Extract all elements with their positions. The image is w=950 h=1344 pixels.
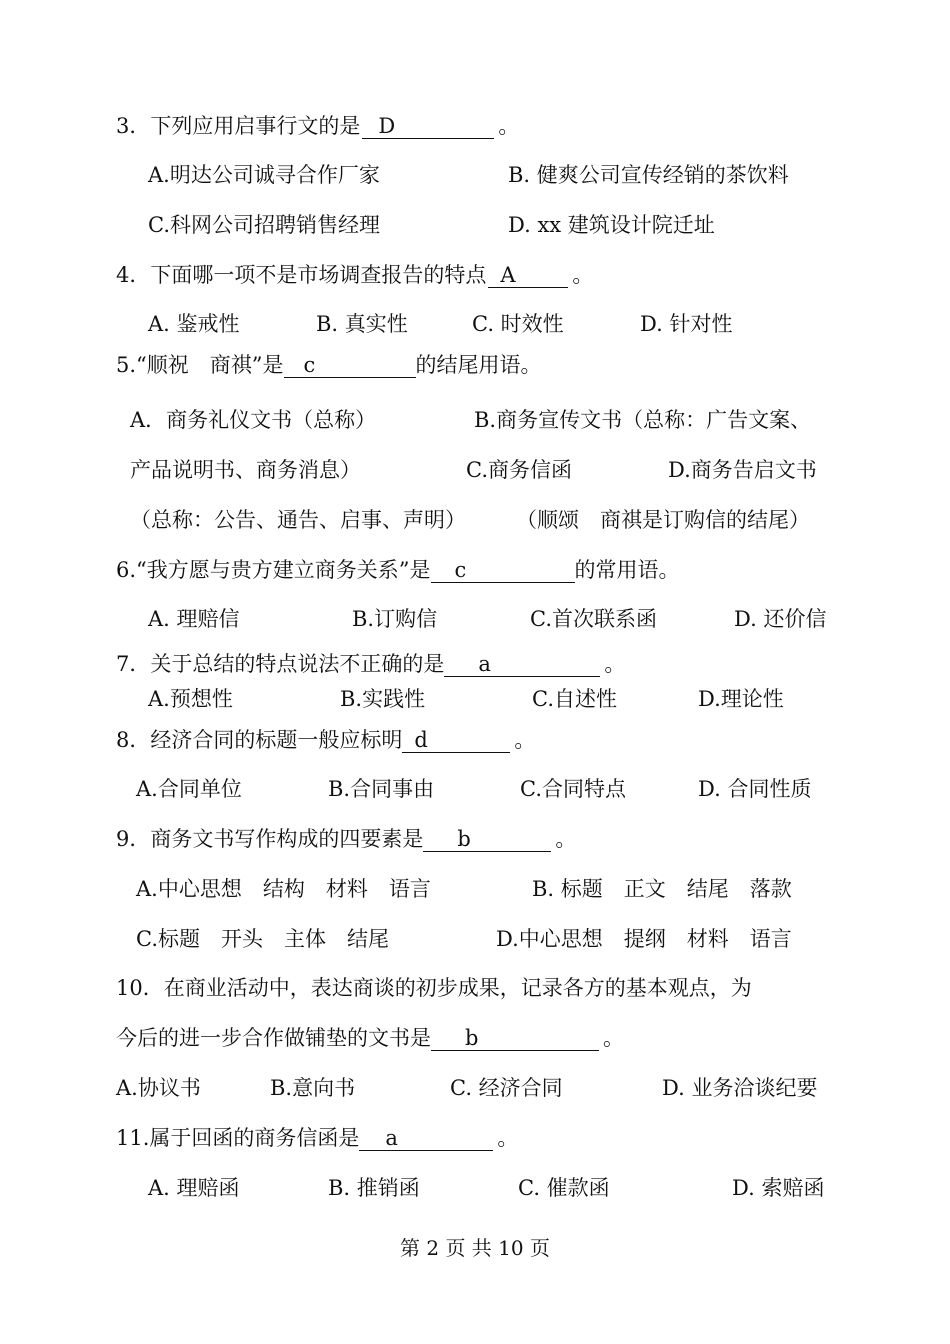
question-stem-text: 5.“顺祝 商祺”是 [116, 353, 284, 377]
option-a: A. 鉴戒性 [148, 312, 240, 336]
answer-text: c [454, 558, 467, 582]
option-a: A. 理赔信 [148, 607, 240, 631]
answer-blank [284, 353, 416, 378]
option-d: D. 还价信 [734, 607, 827, 631]
question-3-stem [116, 112, 519, 140]
option-a: A.协议书 [116, 1076, 201, 1100]
answer-note: （顺颂 商祺是订购信的结尾） [516, 508, 810, 532]
question-stem-text: 11.属于回函的商务信函是 [116, 1126, 360, 1150]
answer-text: A [500, 263, 516, 287]
question-9-stem [116, 825, 576, 853]
option-b: B.订购信 [352, 607, 438, 631]
option-d: D.理论性 [698, 687, 784, 711]
question-stem-suffix: 。 [555, 827, 577, 851]
option-c: C.首次联系函 [530, 607, 657, 631]
question-8-stem [116, 726, 535, 754]
option-b: B. 标题 正文 结尾 落款 [532, 877, 792, 901]
option-c: C.自述性 [532, 687, 617, 711]
answer-text: a [478, 652, 491, 676]
question-stem-suffix: 。 [514, 728, 536, 752]
option-b: B. 推销函 [328, 1176, 420, 1200]
option-d: D. xx 建筑设计院迁址 [508, 213, 715, 237]
answer-blank [402, 728, 510, 753]
option-c: C.商务信函 [466, 458, 572, 482]
question-stem-text: 今后的进一步合作做铺垫的文书是 [116, 1026, 431, 1050]
option-c: C.科网公司招聘销售经理 [148, 213, 380, 237]
question-6-stem [116, 556, 680, 584]
answer-text: d [414, 728, 428, 752]
question-stem-suffix: 。 [604, 652, 626, 676]
option-a: A.明达公司诚寻合作厂家 [148, 163, 380, 187]
question-stem-text: 8．经济合同的标题一般应标明 [116, 728, 403, 752]
question-10-stem-line2 [116, 1024, 624, 1052]
option-c: C. 经济合同 [450, 1076, 563, 1100]
question-stem-text: 7．关于总结的特点说法不正确的是 [116, 652, 445, 676]
question-stem-suffix: 的结尾用语。 [415, 353, 542, 377]
answer-text: b [465, 1026, 479, 1050]
answer-blank [362, 114, 494, 139]
question-11-stem [116, 1124, 518, 1152]
option-d: D. 业务洽谈纪要 [662, 1076, 818, 1100]
question-stem-suffix: 。 [572, 263, 594, 287]
option-c: C. 时效性 [472, 312, 564, 336]
option-d: D. 索赔函 [732, 1176, 825, 1200]
question-10-stem-line1: 10．在商业活动中，表达商谈的初步成果，记录各方的基本观点，为 [116, 976, 752, 1000]
question-stem-suffix: 。 [498, 114, 520, 138]
option-a: A．商务礼仪文书（总称） [130, 408, 377, 432]
answer-blank [444, 652, 600, 677]
answer-text: D [378, 114, 396, 138]
question-stem-text: 3．下列应用启事行文的是 [116, 114, 361, 138]
answer-text: c [303, 353, 316, 377]
answer-text: b [457, 827, 471, 851]
option-b: B. 健爽公司宣传经销的茶饮料 [508, 163, 789, 187]
question-stem-text: 9．商务文书写作构成的四要素是 [116, 827, 424, 851]
option-b: B. 真实性 [316, 312, 408, 336]
option-d-continued: （总称：公告、通告、启事、声明） [130, 508, 466, 532]
answer-blank [359, 1126, 493, 1151]
question-stem-suffix: 。 [603, 1026, 624, 1050]
option-c: C. 催款函 [518, 1176, 610, 1200]
page-number: 第 2 页 共 10 页 [400, 1236, 550, 1260]
answer-text: a [385, 1126, 398, 1150]
option-d: D.商务告启文书 [668, 458, 817, 482]
option-a: A.预想性 [148, 687, 233, 711]
answer-blank [488, 263, 568, 288]
option-c: C.合同特点 [520, 777, 626, 801]
answer-blank [431, 1026, 599, 1051]
question-stem-suffix: 。 [497, 1126, 519, 1150]
option-b: B.商务宣传文书（总称：广告文案、 [474, 408, 812, 432]
option-a: A.中心思想 结构 材料 语言 [136, 877, 431, 901]
question-stem-text: 6.“我方愿与贵方建立商务关系”是 [116, 558, 431, 582]
question-7-stem [116, 650, 625, 678]
answer-blank [423, 827, 551, 852]
option-a: A.合同单位 [136, 777, 242, 801]
question-4-stem [116, 261, 593, 289]
answer-blank [431, 558, 575, 583]
option-b-continued: 产品说明书、商务消息） [130, 458, 361, 482]
question-5-stem [116, 351, 542, 379]
option-b: B.意向书 [270, 1076, 356, 1100]
option-b: B.合同事由 [328, 777, 435, 801]
option-d: D. 针对性 [640, 312, 733, 336]
option-b: B.实践性 [340, 687, 426, 711]
question-stem-suffix: 的常用语。 [574, 558, 680, 582]
question-stem-text: 4．下面哪一项不是市场调查报告的特点 [116, 263, 487, 287]
option-d: D.中心思想 提纲 材料 语言 [496, 927, 792, 951]
option-a: A. 理赔函 [148, 1176, 240, 1200]
option-c: C.标题 开头 主体 结尾 [136, 927, 389, 951]
option-d: D. 合同性质 [698, 777, 812, 801]
